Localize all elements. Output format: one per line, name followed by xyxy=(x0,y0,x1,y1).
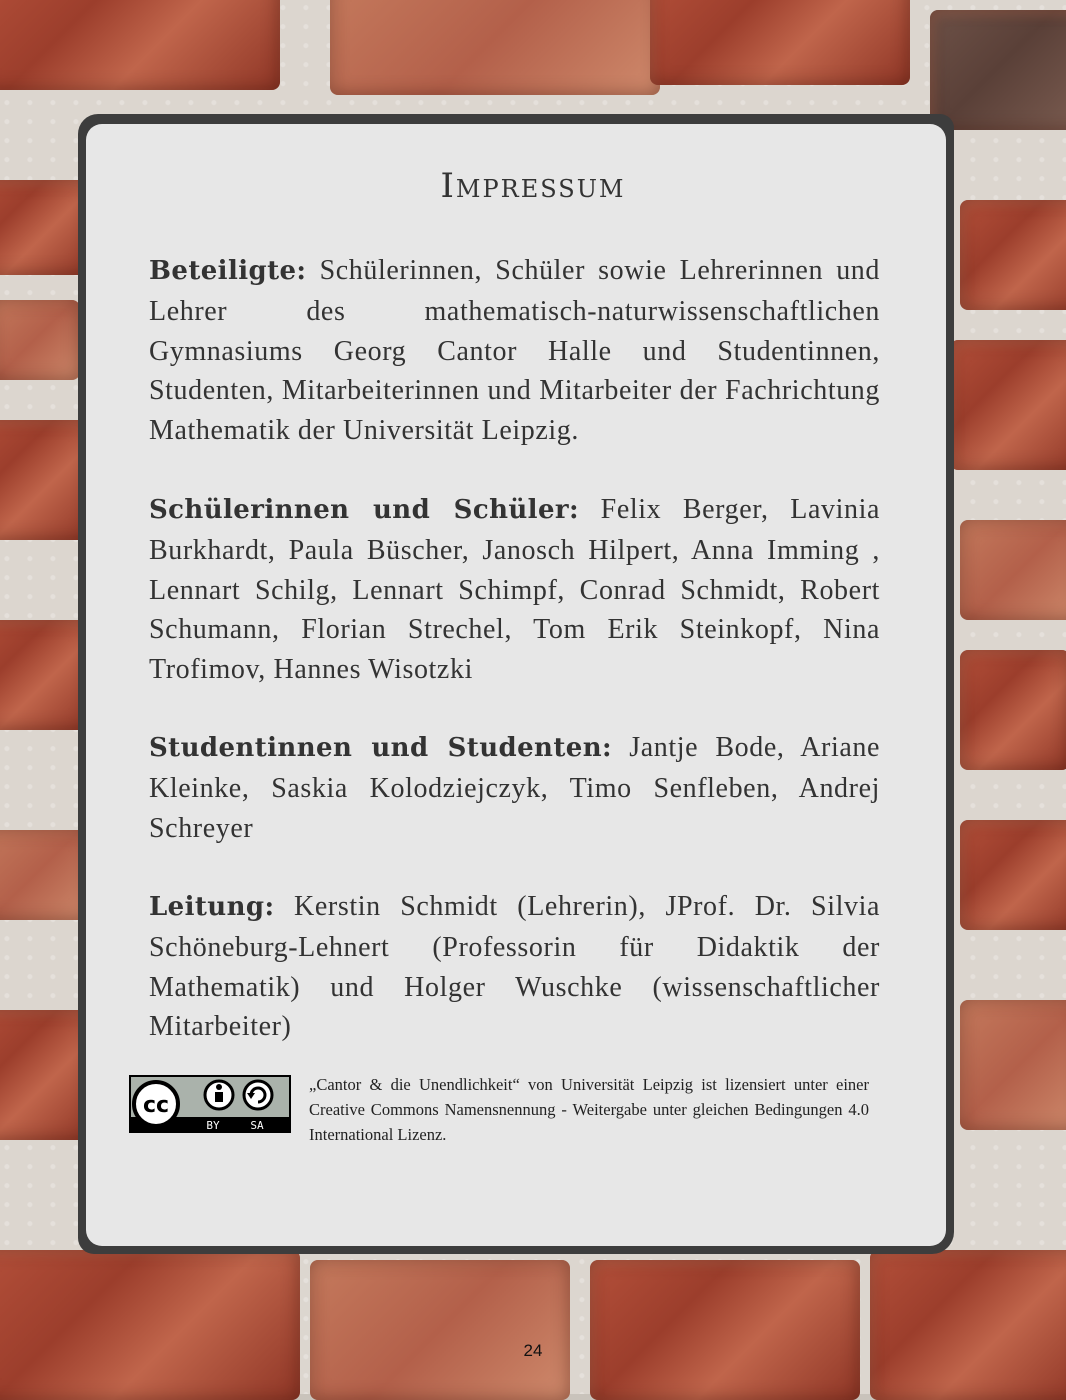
section-beteiligte xyxy=(149,251,880,451)
section-studenten xyxy=(149,728,880,848)
share-alike-icon xyxy=(244,1081,272,1109)
section-text: Kerstin Schmidt (Lehrerin), JProf. Dr. Silvia Schöneburg-Lehnert (Professorin für Didaktik der Mathematik) und Holger Wuschke (wissenschaftlicher Mitarbeiter) xyxy=(149,891,880,1043)
brick xyxy=(0,1010,90,1140)
brick xyxy=(0,420,90,540)
page-title: Impressum xyxy=(440,166,626,206)
brick xyxy=(960,820,1066,930)
brick xyxy=(0,620,90,730)
brick xyxy=(0,830,90,920)
section-label: Beteiligte: xyxy=(149,256,307,286)
section-label: Schülerinnen und Schüler: xyxy=(149,495,579,525)
cc-by-sa-badge[interactable] xyxy=(129,1075,291,1133)
brick xyxy=(960,650,1066,770)
brick xyxy=(0,0,280,90)
brick xyxy=(310,1260,570,1400)
by-label: BY xyxy=(206,1119,220,1132)
brick xyxy=(960,1000,1066,1130)
brick xyxy=(650,0,910,85)
brick xyxy=(590,1260,860,1400)
brick xyxy=(330,0,660,95)
license-text: „Cantor & die Unendlichkeit“ von Universität Leipzig ist lizensiert unter einer Creative Commons Namensnennung - Weitergabe unter gleichen Bedingungen 4.0 International Lizenz. xyxy=(309,1075,869,1144)
section-label: Studentinnen und Studenten: xyxy=(149,733,612,763)
sa-label: SA xyxy=(250,1119,264,1132)
brick xyxy=(960,520,1066,620)
brick xyxy=(950,340,1066,470)
section-label: Leitung: xyxy=(149,892,275,922)
brick xyxy=(0,300,80,380)
section-leitung xyxy=(149,887,880,1047)
section-text: Schülerinnen, Schüler sowie Lehrerinnen und Lehrer des mathematisch-naturwissenschaftlichen Gymnasiums Georg Cantor Halle und Studentinnen, Studenten, Mitarbeiterinnen und Mitarbeiter der Fachrichtung Mathematik der Universität Leipzig. xyxy=(149,255,880,447)
brick xyxy=(870,1250,1066,1400)
section-schueler xyxy=(149,490,880,690)
cc-letters: cc xyxy=(142,1093,170,1118)
brick xyxy=(930,10,1066,130)
brick xyxy=(0,1250,300,1400)
section-text: Jantje Bode, Ariane Kleinke, Saskia Kolodziejczyk, Timo Senfleben, Andrej Schreyer xyxy=(149,732,880,844)
brick xyxy=(960,200,1066,310)
page-number: 24 xyxy=(523,1341,543,1360)
section-text: Felix Berger, Lavinia Burkhardt, Paula Büscher, Janosch Hilpert, Anna Imming , Lennart Schilg, Lennart Schimpf, Conrad Schmidt, Robert Schumann, Florian Strechel, Tom Erik Steinkopf, Nina Trofimov, Hannes Wisotzki xyxy=(149,494,880,686)
